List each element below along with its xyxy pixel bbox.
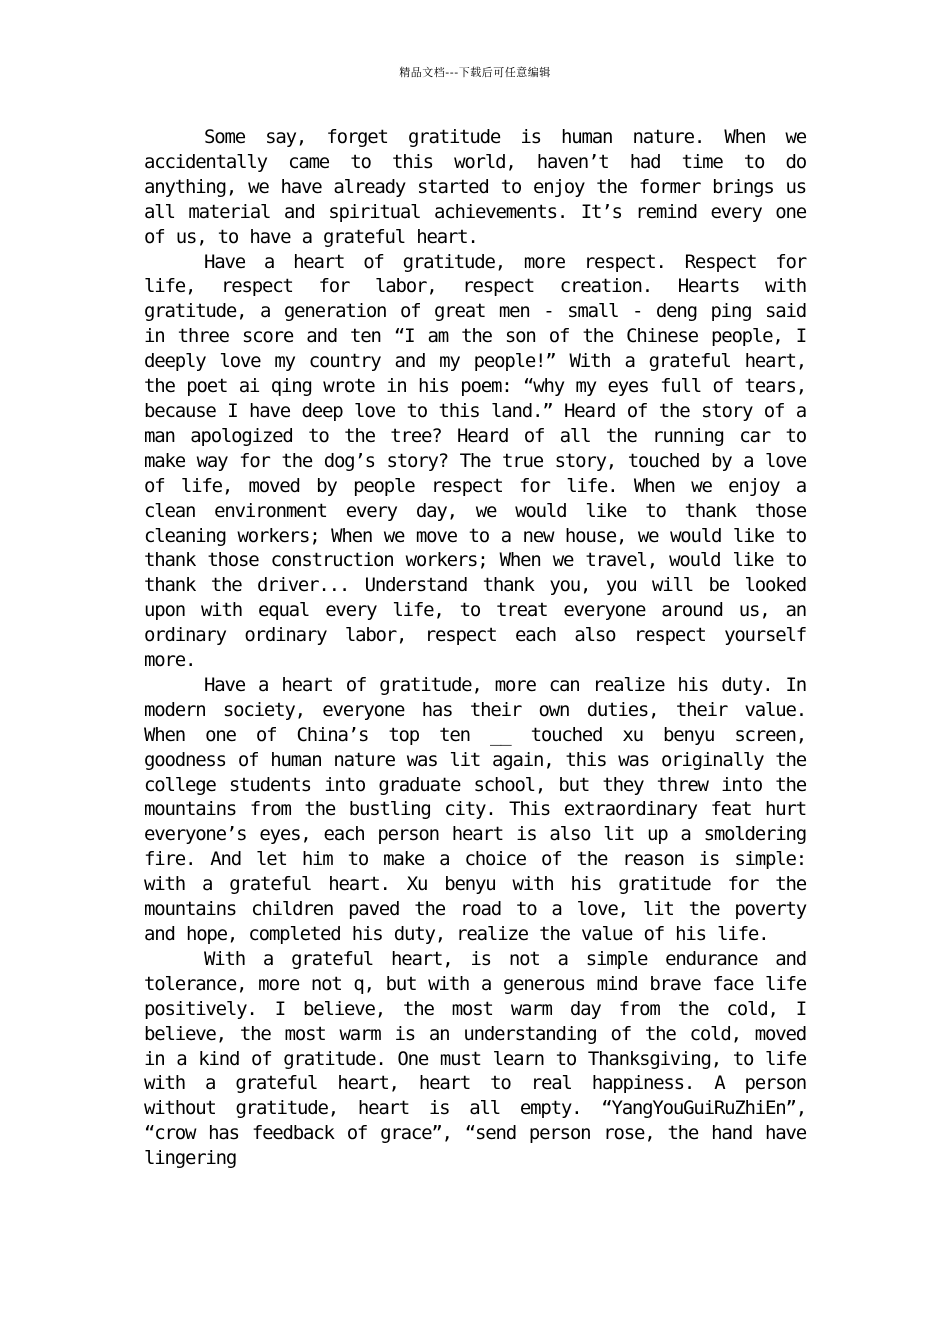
paragraph-2: Have a heart of gratitude, more respect. Respect for life, respect for labor, respect creation. Hearts with gratitude, a generation of great men - small - deng ping said in three score and ten “I am the son of the Chinese people, I deeply love my country and my people!” With a grateful heart, the poet ai qing wrote in his poem: “why my eyes full of tears, because I have deep love to this land.” Heard of the story of a man apologized to the tree? Heard of all the running car to make way for the dog’s story? The true story, touched by a love of life, moved by people respect for life. When we enjoy a clean environment every day, we would like to thank those cleaning workers; When we move to a new house, we would like to thank those construction workers; When we travel, would like to thank the driver... Understand thank you, you will be looked upon with equal every life, to treat everyone around us, an ordinary ordinary labor, respect each also respect yourself more. [144,250,806,672]
paragraph-4: With a grateful heart, is not a simple endurance and tolerance, more not q, but with a generous mind brave face life positively. I believe, the most warm day from the cold, I believe, the most warm is an understanding of the cold, moved in a kind of gratitude. One must learn to Thanksgiving, to life with a grateful heart, heart to real happiness. A person without gratitude, heart is all empty. “YangYouGuiRuZhiEn”, “crow has feedback of grace”, “send person rose, the hand have lingering [144,947,806,1170]
paragraph-1: Some say, forget gratitude is human nature. When we accidentally came to this world, haven’t had time to do anything, we have already started to enjoy the former brings us all material and spiritual achievements. It’s remind every one of us, to have a grateful heart. [144,126,806,248]
paragraph-3: Have a heart of gratitude, more can realize his duty. In modern society, everyone has their own duties, their value. When one of China’s top ten __ touched xu benyu screen, goodness of human nature was lit again, this was originally the college students into graduate school, but they threw into the mountains from the bustling city. This extraordinary feat hurt everyone’s eyes, each person heart is also lit up a smoldering fire. And let him to make a choice of the reason is simple: with a grateful heart. Xu benyu with his gratitude for the mountains children paved the road to a love, lit the poverty and hope, completed his duty, realize the value of his life. [144,673,806,945]
page-header: 精品文档---下载后可任意编辑 [399,66,551,79]
document-body [144,125,806,1171]
